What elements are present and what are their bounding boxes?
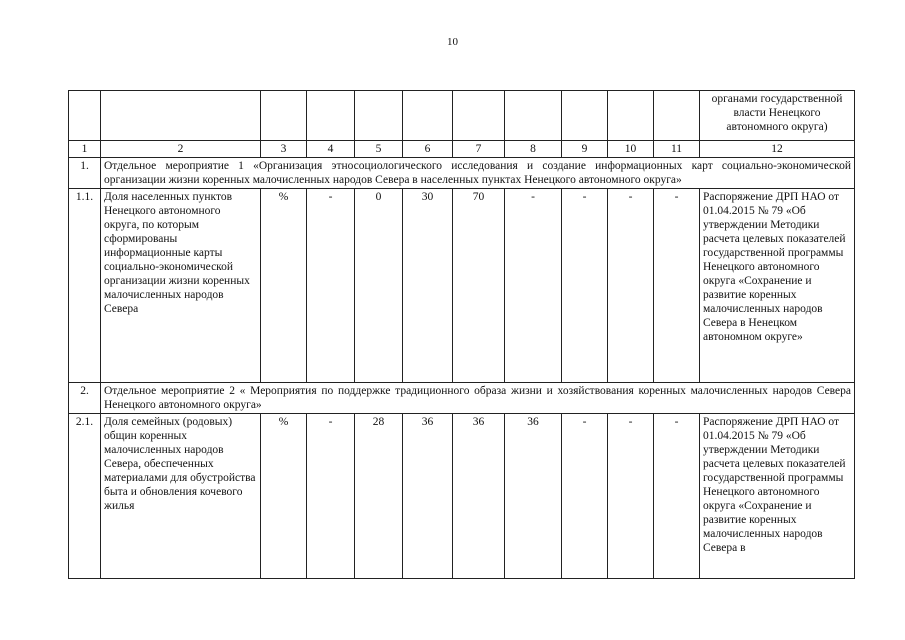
indicator-name: Доля населенных пунктов Ненецкого автономного округа, по которым сформированы информационные карты социально-экономической организации жизни коренных малочисленных народов Севера <box>101 189 261 383</box>
indicator-row <box>69 414 855 579</box>
column-number: 5 <box>355 141 403 158</box>
indicator-value: 0 <box>355 189 403 383</box>
indicator-value: - <box>608 414 654 579</box>
indicator-row <box>69 189 855 383</box>
column-number: 2 <box>101 141 261 158</box>
indicator-value: 28 <box>355 414 403 579</box>
column-number: 9 <box>562 141 608 158</box>
indicator-unit: % <box>261 414 307 579</box>
page-number: 10 <box>447 36 458 48</box>
indicator-value: 70 <box>453 189 505 383</box>
col12-header-continuation: органами государственной власти Ненецкого автономного округа) <box>700 91 855 141</box>
column-number: 3 <box>261 141 307 158</box>
column-number: 8 <box>505 141 562 158</box>
indicator-value: 36 <box>453 414 505 579</box>
indicator-value: 36 <box>403 414 453 579</box>
indicator-source: Распоряжение ДРП НАО от 01.04.2015 № 79 «Об утверждении Методики расчета целевых показателей государственной программы Ненецкого автономного округа «Сохранение и развитие коренных малочисленных народов Севера в Ненецком автономном округе» <box>700 189 855 383</box>
section-title: Отдельное мероприятие 2 « Мероприятия по поддержке традиционного образа жизни и хозяйствования коренных малочисленных народов Севера Ненецкого автономного округа» <box>101 383 855 414</box>
indicator-number: 1.1. <box>69 189 101 383</box>
indicator-value: - <box>608 189 654 383</box>
indicator-value: - <box>307 189 355 383</box>
section-number: 2. <box>69 383 101 414</box>
indicator-value: - <box>654 414 700 579</box>
continued-header-row <box>69 91 855 141</box>
column-number: 10 <box>608 141 654 158</box>
section-row <box>69 158 855 189</box>
column-number: 11 <box>654 141 700 158</box>
indicator-value: - <box>654 189 700 383</box>
indicator-value: - <box>307 414 355 579</box>
indicator-unit: % <box>261 189 307 383</box>
column-number: 7 <box>453 141 505 158</box>
indicator-value: 36 <box>505 414 562 579</box>
indicator-value: - <box>562 414 608 579</box>
column-number: 6 <box>403 141 453 158</box>
indicators-table <box>68 90 855 579</box>
column-number-row <box>69 141 855 158</box>
section-row <box>69 383 855 414</box>
section-title: Отдельное мероприятие 1 «Организация этносоциологического исследования и создание информационных карт социально-экономической организации жизни коренных малочисленных народов Севера в населенных пунктах Ненецкого автономного округа» <box>101 158 855 189</box>
section-number: 1. <box>69 158 101 189</box>
indicator-number: 2.1. <box>69 414 101 579</box>
column-number: 1 <box>69 141 101 158</box>
indicator-name: Доля семейных (родовых) общин коренных малочисленных народов Севера, обеспеченных материалами для обустройства быта и обновления кочевого жилья <box>101 414 261 579</box>
indicator-value: - <box>562 189 608 383</box>
indicator-value: 30 <box>403 189 453 383</box>
indicator-source: Распоряжение ДРП НАО от 01.04.2015 № 79 «Об утверждении Методики расчета целевых показателей государственной программы Ненецкого автономного округа «Сохранение и развитие коренных малочисленных народов Севера в <box>700 414 855 579</box>
column-number: 12 <box>700 141 855 158</box>
column-number: 4 <box>307 141 355 158</box>
indicator-value: - <box>505 189 562 383</box>
